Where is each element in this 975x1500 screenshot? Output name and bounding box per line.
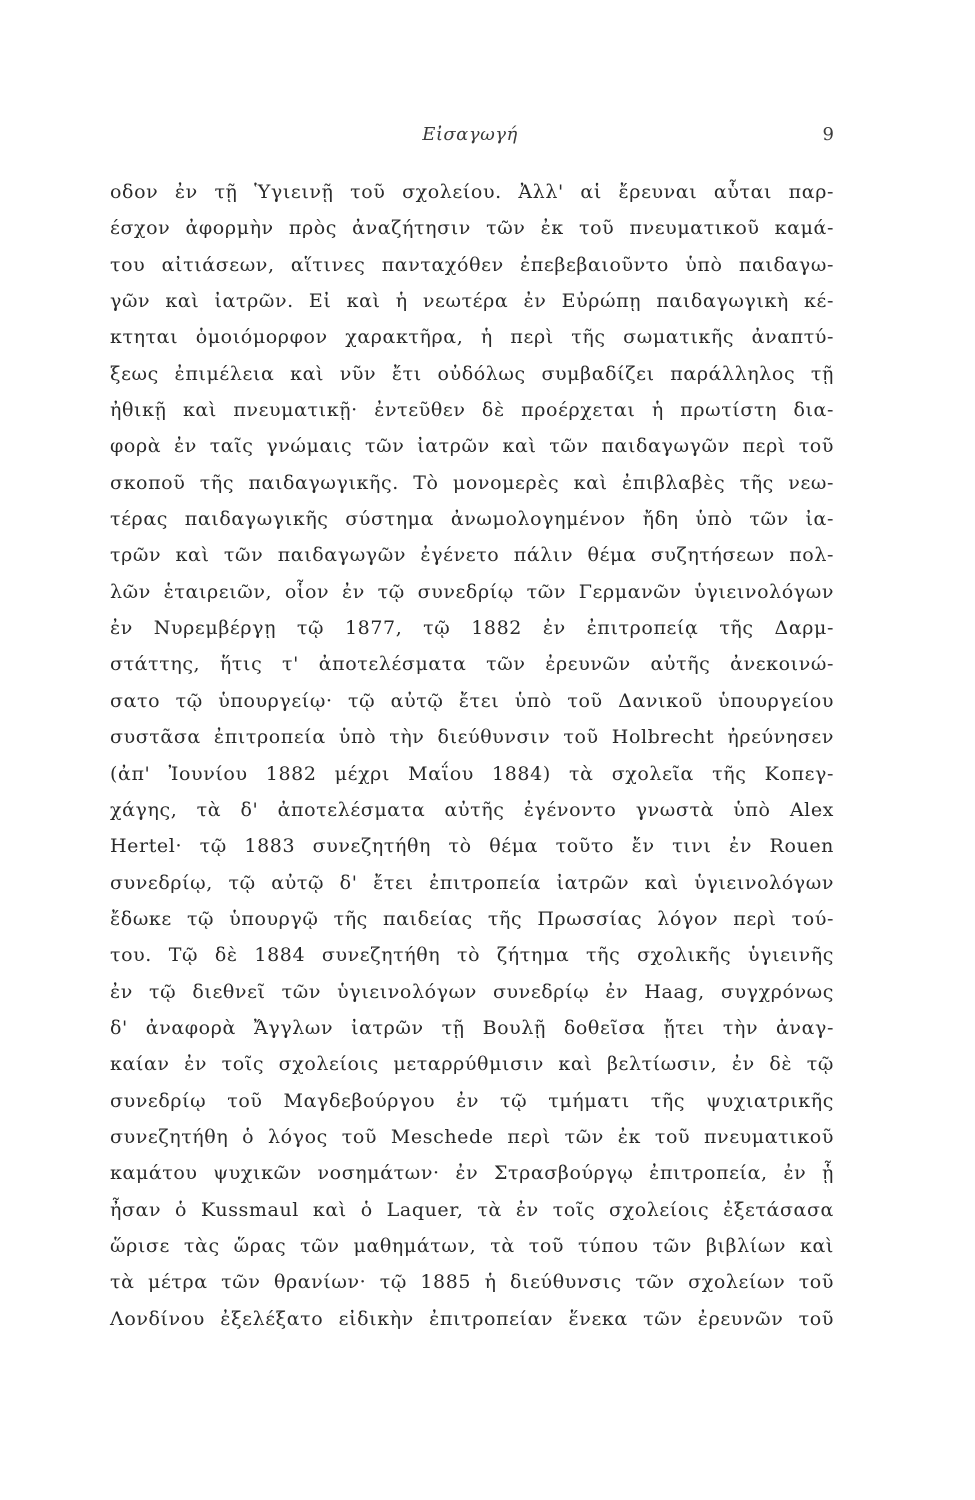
- text-line: ξεως ἐπιμέλεια καὶ νῦν ἔτι οὐδόλως συμβαδίζει παράλληλος τῇ: [110, 362, 834, 385]
- running-header: [110, 124, 834, 156]
- text-line: οδον ἐν τῇ Ὑγιεινῇ τοῦ σχολείου. Ἀλλ' αἱ ἔρευναι αὗται παρ-: [110, 181, 834, 203]
- text-line: ἦσαν ὁ Kussmaul καὶ ὁ Laquer, τὰ ἐν τοῖς σχολείοις ἐξετάσασα: [110, 1198, 834, 1221]
- page-number: 9: [822, 124, 834, 145]
- running-title: Εἰσαγωγή: [422, 124, 518, 145]
- text-line: του. Τῷ δὲ 1884 συνεζητήθη τὸ ζήτημα τῆς σχολικῆς ὑγιεινῆς: [110, 944, 834, 967]
- text-line: δ' ἀναφορὰ Ἄγγλων ἰατρῶν τῇ Βουλῇ δοθεῖσα ᾔτει τὴν ἀναγ-: [110, 1016, 834, 1039]
- text-line: στάττης, ἥτις τ' ἀποτελέσματα τῶν ἐρευνῶν αὐτῆς ἀνεκοινώ-: [110, 653, 834, 676]
- text-line: ὥρισε τὰς ὥρας τῶν μαθημάτων, τὰ τοῦ τύπου τῶν βιβλίων καὶ: [110, 1234, 834, 1257]
- text-line: του αἰτιάσεων, αἵτινες πανταχόθεν ἐπεβεβαιοῦντο ὑπὸ παιδαγω-: [110, 253, 834, 276]
- text-line: σκοποῦ τῆς παιδαγωγικῆς. Τὸ μονομερὲς καὶ ἐπιβλαβὲς τῆς νεω-: [110, 471, 834, 494]
- text-line: φορὰ ἐν ταῖς γνώμαις τῶν ἰατρῶν καὶ τῶν παιδαγωγῶν περὶ τοῦ: [110, 435, 834, 458]
- text-line: τὰ μέτρα τῶν θρανίων· τῷ 1885 ἡ διεύθυνσις τῶν σχολείων τοῦ: [110, 1271, 834, 1294]
- text-line: συνεδρίῳ, τῷ αὐτῷ δ' ἔτει ἐπιτροπεία ἰατρῶν καὶ ὑγιεινολόγων: [110, 871, 834, 894]
- text-line: Λονδίνου ἐξελέξατο εἰδικὴν ἐπιτροπείαν ἕνεκα τῶν ἐρευνῶν τοῦ: [110, 1307, 834, 1330]
- text-line: ἔδωκε τῷ ὑπουργῷ τῆς παιδείας τῆς Πρωσσίας λόγον περὶ τού-: [110, 907, 834, 930]
- text-line: καίαν ἐν τοῖς σχολείοις μεταρρύθμισιν καὶ βελτίωσιν, ἐν δὲ τῷ: [110, 1053, 834, 1076]
- text-line: συστᾶσα ἐπιτροπεία ὑπὸ τὴν διεύθυνσιν τοῦ Holbrecht ἠρεύνησεν: [110, 726, 834, 749]
- text-line: τρῶν καὶ τῶν παιδαγωγῶν ἐγένετο πάλιν θέμα συζητήσεων πολ-: [110, 544, 834, 567]
- text-line: καμάτου ψυχικῶν νοσημάτων· ἐν Στρασβούργῳ ἐπιτροπεία, ἐν ᾗ: [110, 1162, 834, 1185]
- text-line: χάγης, τὰ δ' ἀποτελέσματα αὐτῆς ἐγένοντο γνωστὰ ὑπὸ Alex: [110, 798, 834, 821]
- text-line: γῶν καὶ ἰατρῶν. Εἰ καὶ ἡ νεωτέρα ἐν Εὐρώπῃ παιδαγωγικὴ κέ-: [110, 290, 834, 313]
- text-line: (ἀπ' Ἰουνίου 1882 μέχρι Μαΐου 1884) τὰ σχολεῖα τῆς Κοπεγ-: [110, 762, 834, 785]
- text-line: λῶν ἑταιρειῶν, οἷον ἐν τῷ συνεδρίῳ τῶν Γερμανῶν ὑγιεινολόγων: [110, 580, 834, 603]
- body-text: [110, 174, 834, 1337]
- text-line: ἐν Νυρεμβέργῃ τῷ 1877, τῷ 1882 ἐν ἐπιτροπείᾳ τῆς Δαρμ-: [110, 617, 834, 640]
- text-line: ἠθικῇ καὶ πνευματικῇ· ἐντεῦθεν δὲ προέρχεται ἡ πρωτίστη δια-: [110, 399, 834, 422]
- text-line: συνεζητήθη ὁ λόγος τοῦ Meschede περὶ τῶν ἐκ τοῦ πνευματικοῦ: [110, 1125, 834, 1148]
- text-line: Hertel· τῷ 1883 συνεζητήθη τὸ θέμα τοῦτο ἔν τινι ἐν Rouen: [110, 835, 834, 858]
- text-line: σατο τῷ ὑπουργείῳ· τῷ αὐτῷ ἔτει ὑπὸ τοῦ Δανικοῦ ὑπουργείου: [110, 689, 834, 712]
- text-line: κτηται ὁμοιόμορφον χαρακτῆρα, ἡ περὶ τῆς σωματικῆς ἀναπτύ-: [110, 326, 834, 349]
- text-line: συνεδρίῳ τοῦ Μαγδεβούργου ἐν τῷ τμήματι τῆς ψυχιατρικῆς: [110, 1089, 834, 1112]
- text-line: έσχον ἀφορμὴν πρὸς ἀναζήτησιν τῶν ἐκ τοῦ πνευματικοῦ καμά-: [110, 217, 834, 240]
- text-line: ἐν τῷ διεθνεῖ τῶν ὑγιεινολόγων συνεδρίῳ ἐν Haag, συγχρόνως: [110, 980, 834, 1003]
- text-line: τέρας παιδαγωγικῆς σύστημα ἀνωμολογημένον ἤδη ὑπὸ τῶν ἰα-: [110, 508, 834, 531]
